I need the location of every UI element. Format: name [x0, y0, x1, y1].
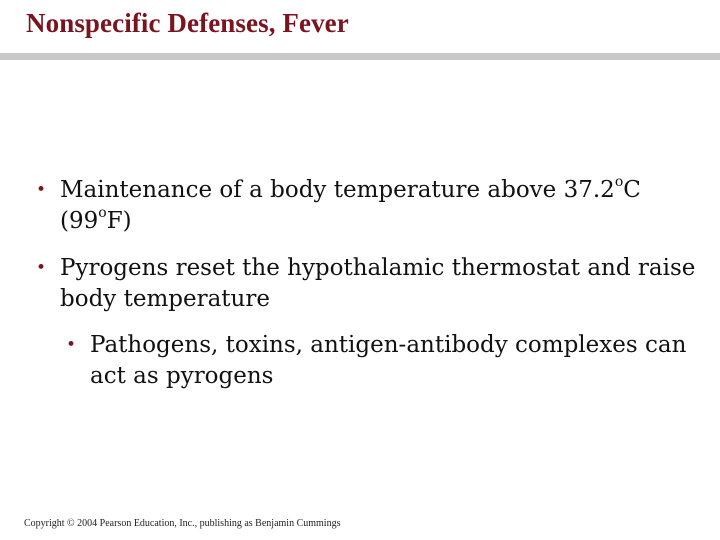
bullet-text: Pyrogens reset the hypothalamic thermostat and raise body temperature	[60, 255, 696, 312]
bullet-text: C (99	[60, 177, 641, 234]
bullet-text: F)	[106, 208, 132, 234]
bullet-item	[36, 174, 710, 237]
sub-bullet-item	[66, 330, 710, 392]
bullet-text: Maintenance of a body temperature above 37.2	[60, 177, 615, 203]
bullet-icon: •	[66, 335, 77, 355]
bullet-text: Pathogens, toxins, antigen-antibody complexes can act as pyrogens	[90, 332, 687, 389]
degree-superscript: o	[614, 174, 624, 191]
copyright-footer: Copyright © 2004 Pearson Education, Inc., publishing as Benjamin Cummings	[24, 518, 341, 529]
bullet-icon: •	[36, 258, 47, 278]
slide-title: Nonspecific Defenses, Fever	[26, 8, 349, 38]
bullet-item	[36, 253, 710, 315]
bullet-icon: •	[36, 180, 47, 200]
degree-superscript: o	[98, 205, 107, 222]
